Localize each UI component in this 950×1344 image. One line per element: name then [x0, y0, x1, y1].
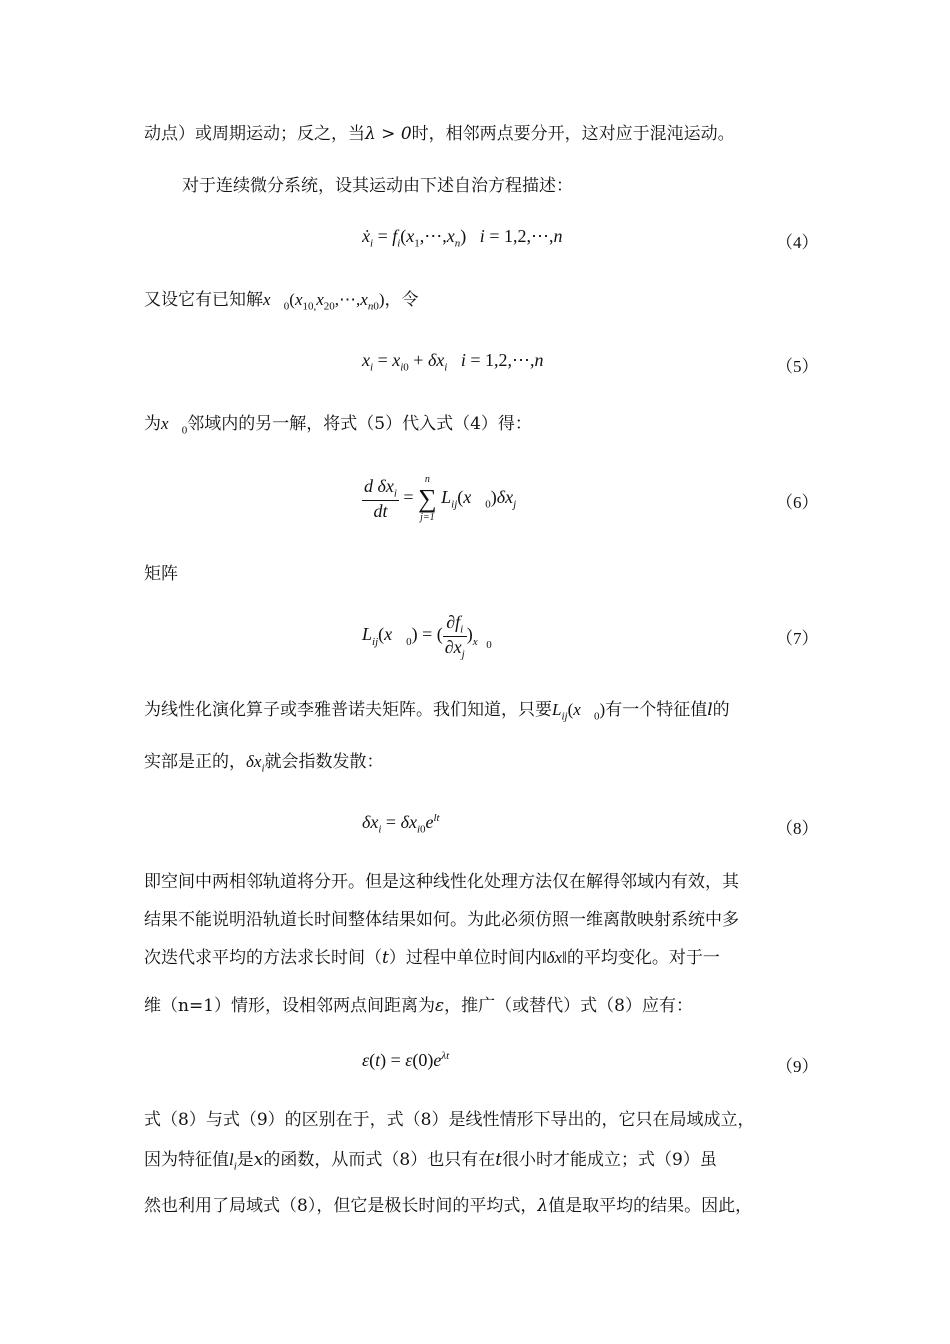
text-run: 维（n=1）情形，设相邻两点间距离为: [144, 996, 436, 1016]
text-run: 有一个特征值: [605, 700, 708, 720]
text-line: 式（8）与式（9）的区别在于，式（8）是线性情形下导出的，它只在局域成立，: [144, 1110, 755, 1130]
text-run: 为线性化演化算子或李雅普诺夫矩阵。我们知道，只要: [144, 700, 552, 720]
text-line: 对于连续微分系统，设其运动由下述自治方程描述：: [182, 176, 573, 196]
text-line: [144, 1148, 717, 1178]
math-inline: $\delta x_i$: [246, 752, 265, 775]
text-line: [144, 1194, 752, 1218]
text-line: 矩阵: [144, 564, 178, 584]
equation-4: ẋ$_i$ = $f_i(x_1,\cdots,x_n) i$ = 1,2,⋯,n: [362, 226, 563, 250]
text-line: [144, 698, 730, 728]
math-inline: l: [707, 700, 713, 720]
equation-6: $\frac{d \delta x_i}{dt}$ = n ∑ j=1 $L_{ij}(x⃗_0)\delta x_j$: [364, 474, 517, 523]
math-inline: λ > 0: [365, 124, 412, 144]
equation-5: $x_i = x_{i0} + \delta x_i$ i = 1,2,⋯,n: [362, 350, 544, 374]
text-line: 结果不能说明沿轨道长时间整体结果如何。为此必须仿照一维离散映射系统中多: [144, 910, 739, 930]
text-run: 是: [236, 1150, 254, 1170]
text-run: 很小时才能成立；式（9）虽: [502, 1150, 717, 1170]
text-run: 的平均变化。对于一: [566, 948, 720, 968]
equation-number: （5）: [776, 357, 819, 376]
text-run: 就会指数发散：: [264, 752, 384, 772]
math-inline: $l_i$: [229, 1150, 237, 1173]
math-inline: $L_{ij}(x⃗_0)$: [552, 700, 606, 723]
text-run: 因为特征值: [144, 1150, 229, 1170]
equation-8: $\delta x_i = \delta x_{i0}e^{lt}$: [362, 812, 440, 836]
text-run: 动点）或周期运动；反之，当: [144, 124, 365, 144]
math-inline: $x⃗_0(x_{10,}x_{20},\cdots,x_{n0})$: [263, 290, 385, 313]
text-line: [144, 946, 720, 970]
equation-number: （9）: [776, 1057, 819, 1076]
text-run: ，推广（或替代）式（8）应有：: [444, 996, 693, 1016]
text-line: [144, 994, 693, 1018]
text-line: 即空间中两相邻轨道将分开。但是这种线性化处理方法仅在解得邻域内有效，其: [144, 872, 739, 892]
math-inline: ‖δx‖: [541, 948, 567, 967]
text-run: 又设它有已知解: [144, 290, 263, 310]
math-inline: $x⃗_0$: [161, 414, 188, 437]
text-run: 值是取平均的结果。因此，: [548, 1196, 753, 1216]
equation-number: （7）: [776, 629, 819, 648]
text-line: [144, 750, 384, 780]
text-run: 的函数，从而式（8）也只有在: [263, 1150, 496, 1170]
text-line: [144, 288, 419, 318]
text-run: 的: [712, 700, 730, 720]
math-inline: λ: [537, 1196, 549, 1216]
text-run: 次迭代求平均的方法求长时间（: [144, 948, 382, 968]
text-run: 然也利用了局域式（8），但它是极长时间的平均式，: [144, 1196, 538, 1216]
equation-number: （6）: [776, 493, 819, 512]
equation-9: $\varepsilon(t) = \varepsilon(0)e^{\lambda t}$: [362, 1050, 450, 1070]
math-inline: ε: [435, 996, 445, 1016]
equation-7: $L_{ij}(x⃗_0)$ = ( $\frac{\partial f_i}{\partial x_j}$ )$_{x⃗_0}$: [362, 612, 492, 661]
math-inline: t: [495, 1150, 503, 1170]
text-run: 邻域内的另一解，将式（5）代入式（4）得：: [187, 414, 532, 434]
text-run: ）过程中单位时间内: [388, 948, 542, 968]
equation-number: （4）: [776, 233, 819, 252]
text-run: 实部是正的，: [144, 752, 246, 772]
math-inline: t: [382, 948, 389, 968]
math-inline: x: [253, 1150, 264, 1170]
text-line: [144, 412, 532, 442]
text-line: [144, 122, 735, 146]
equation-number: （8）: [776, 819, 819, 838]
text-run: 时，相邻两点要分开，这对应于混沌运动。: [411, 124, 735, 144]
text-run: ，令: [384, 290, 419, 310]
text-run: 为: [144, 414, 161, 434]
